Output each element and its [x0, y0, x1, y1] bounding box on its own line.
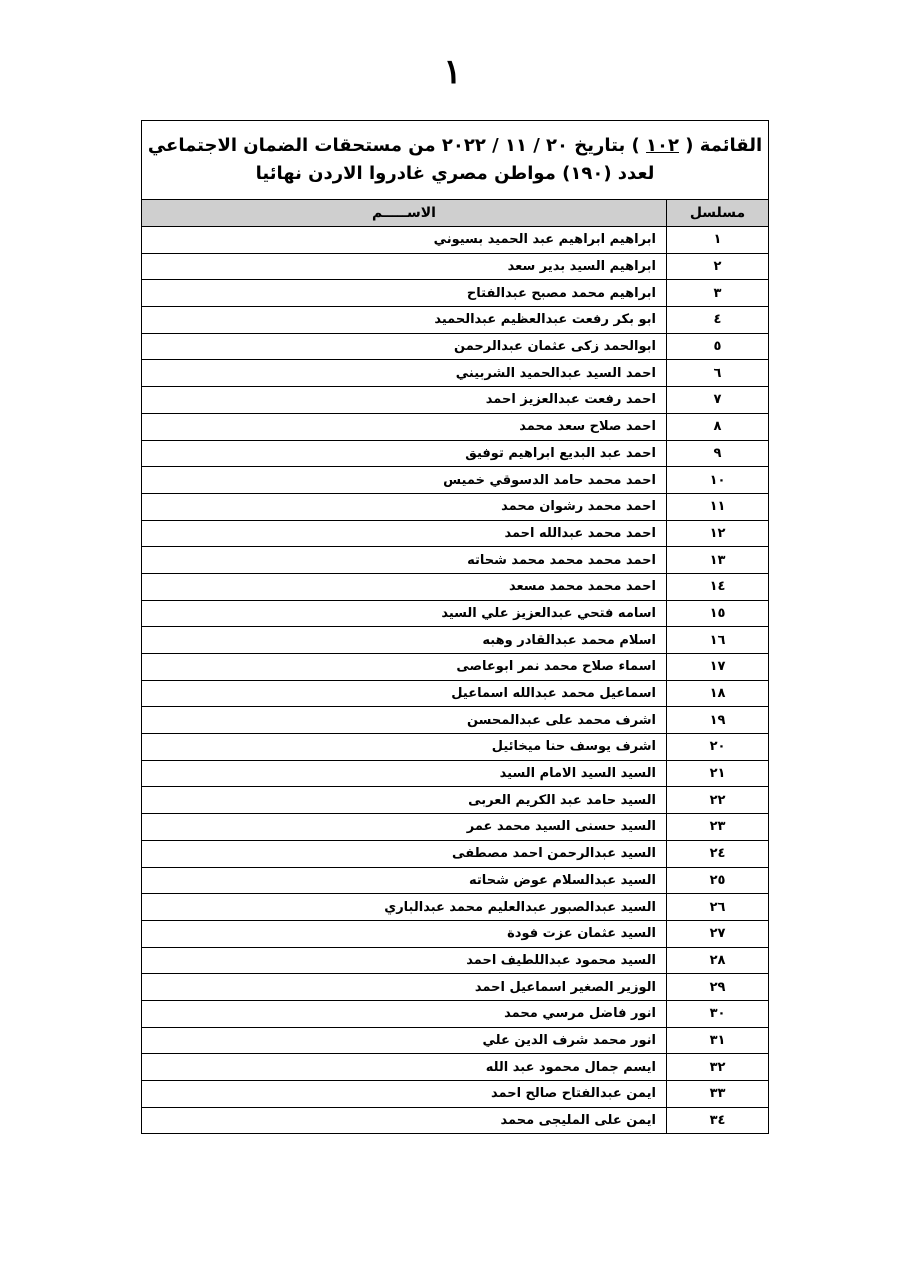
serial-cell: ١٩	[667, 707, 769, 734]
name-cell: ايمن عبدالفتاح صالح احمد	[142, 1081, 667, 1108]
name-cell: احمد محمد محمد محمد شحاته	[142, 547, 667, 574]
name-cell: انور فاضل مرسي محمد	[142, 1000, 667, 1027]
serial-cell: ٧	[667, 387, 769, 414]
serial-cell: ٢٦	[667, 894, 769, 921]
name-cell: السيد عبدالسلام عوض شحاته	[142, 867, 667, 894]
table-row	[142, 253, 769, 280]
name-cell: ايسم جمال محمود عبد الله	[142, 1054, 667, 1081]
name-cell: السيد عثمان عزت فودة	[142, 920, 667, 947]
table-row	[142, 1081, 769, 1108]
table-row	[142, 867, 769, 894]
table-row	[142, 307, 769, 334]
name-cell: احمد محمد رشوان محمد	[142, 493, 667, 520]
serial-cell: ٢٤	[667, 840, 769, 867]
table-row	[142, 1000, 769, 1027]
table-row	[142, 547, 769, 574]
serial-cell: ٢٧	[667, 920, 769, 947]
table-row	[142, 413, 769, 440]
name-cell: ابراهيم السيد بدير سعد	[142, 253, 667, 280]
name-cell: احمد محمد حامد الدسوقي خميس	[142, 467, 667, 494]
serial-cell: ١٦	[667, 627, 769, 654]
serial-cell: ١١	[667, 493, 769, 520]
name-cell: احمد صلاح سعد محمد	[142, 413, 667, 440]
table-row	[142, 573, 769, 600]
title-line-1: القائمة ( ١٠٢ ) بتاريخ ٢٠ / ١١ / ٢٠٢٢ من مستحقات الضمان الاجتماعي	[147, 135, 763, 156]
name-cell: احمد محمد محمد مسعد	[142, 573, 667, 600]
name-cell: ابوالحمد زكى عثمان عبدالرحمن	[142, 333, 667, 360]
column-header-row	[142, 200, 769, 227]
name-cell: احمد محمد عبدالله احمد	[142, 520, 667, 547]
serial-cell: ١٧	[667, 654, 769, 681]
serial-cell: ١٠	[667, 467, 769, 494]
name-cell: السيد السيد الامام السيد	[142, 760, 667, 787]
column-header-name: الاســـــم	[142, 200, 667, 227]
table-row	[142, 360, 769, 387]
name-cell: اسلام محمد عبدالقادر وهبه	[142, 627, 667, 654]
serial-cell: ٣٠	[667, 1000, 769, 1027]
table-row	[142, 974, 769, 1001]
serial-cell: ٣٣	[667, 1081, 769, 1108]
beneficiaries-table	[141, 120, 769, 1134]
serial-cell: ٢٠	[667, 734, 769, 761]
table-row	[142, 680, 769, 707]
table-row	[142, 1027, 769, 1054]
list-number: ١٠٢	[646, 135, 679, 156]
name-cell: ايمن على المليجى محمد	[142, 1107, 667, 1134]
table-title	[142, 121, 769, 200]
table-row	[142, 840, 769, 867]
name-cell: اسماعيل محمد عبدالله اسماعيل	[142, 680, 667, 707]
name-cell: اشرف يوسف حنا ميخائيل	[142, 734, 667, 761]
table-row	[142, 493, 769, 520]
serial-cell: ٨	[667, 413, 769, 440]
name-cell: انور محمد شرف الدين علي	[142, 1027, 667, 1054]
table-row	[142, 333, 769, 360]
table-row	[142, 627, 769, 654]
name-cell: السيد حامد عبد الكريم العربى	[142, 787, 667, 814]
serial-cell: ٣٢	[667, 1054, 769, 1081]
serial-cell: ١٥	[667, 600, 769, 627]
title-line-2: لعدد (١٩٠) مواطن مصري غادروا الاردن نهائيا	[255, 163, 655, 184]
name-cell: السيد عبدالرحمن احمد مصطفى	[142, 840, 667, 867]
serial-cell: ١٢	[667, 520, 769, 547]
serial-cell: ٢٩	[667, 974, 769, 1001]
name-cell: ابراهيم محمد مصبح عبدالفتاح	[142, 280, 667, 307]
serial-cell: ٤	[667, 307, 769, 334]
table-row	[142, 920, 769, 947]
serial-cell: ١٣	[667, 547, 769, 574]
name-cell: الوزير الصغير اسماعيل احمد	[142, 974, 667, 1001]
table-row	[142, 654, 769, 681]
serial-cell: ٢	[667, 253, 769, 280]
serial-cell: ٦	[667, 360, 769, 387]
serial-cell: ٥	[667, 333, 769, 360]
table-row	[142, 467, 769, 494]
table-row	[142, 520, 769, 547]
name-cell: اسماء صلاح محمد نمر ابوعاصى	[142, 654, 667, 681]
table-row	[142, 787, 769, 814]
serial-cell: ٢٣	[667, 814, 769, 841]
table-row	[142, 280, 769, 307]
table-row	[142, 600, 769, 627]
name-cell: احمد عبد البديع ابراهيم توفيق	[142, 440, 667, 467]
table-row	[142, 707, 769, 734]
serial-cell: ٣١	[667, 1027, 769, 1054]
name-cell: اشرف محمد على عبدالمحسن	[142, 707, 667, 734]
serial-cell: ٣٤	[667, 1107, 769, 1134]
page-number: ١	[443, 52, 462, 92]
serial-cell: ١٤	[667, 573, 769, 600]
name-cell: ابو بكر رفعت عبدالعظيم عبدالحميد	[142, 307, 667, 334]
table-title-row	[142, 121, 769, 200]
column-header-serial: مسلسل	[667, 200, 769, 227]
table-row	[142, 227, 769, 254]
table-row	[142, 1054, 769, 1081]
name-cell: السيد محمود عبداللطيف احمد	[142, 947, 667, 974]
serial-cell: ١	[667, 227, 769, 254]
serial-cell: ٢٨	[667, 947, 769, 974]
table-row	[142, 814, 769, 841]
table-row	[142, 894, 769, 921]
name-cell: السيد حسنى السيد محمد عمر	[142, 814, 667, 841]
name-cell: ابراهيم ابراهيم عبد الحميد بسيوني	[142, 227, 667, 254]
table-row	[142, 947, 769, 974]
name-cell: احمد رفعت عبدالعزيز احمد	[142, 387, 667, 414]
name-cell: اسامه فتحي عبدالعزيز علي السيد	[142, 600, 667, 627]
serial-cell: ٩	[667, 440, 769, 467]
table-row	[142, 760, 769, 787]
table-row	[142, 440, 769, 467]
name-cell: احمد السيد عبدالحميد الشربيني	[142, 360, 667, 387]
name-cell: السيد عبدالصبور عبدالعليم محمد عبدالباري	[142, 894, 667, 921]
serial-cell: ٢٢	[667, 787, 769, 814]
table-row	[142, 387, 769, 414]
serial-cell: ٢١	[667, 760, 769, 787]
serial-cell: ٢٥	[667, 867, 769, 894]
table-row	[142, 1107, 769, 1134]
serial-cell: ٣	[667, 280, 769, 307]
serial-cell: ١٨	[667, 680, 769, 707]
table-row	[142, 734, 769, 761]
